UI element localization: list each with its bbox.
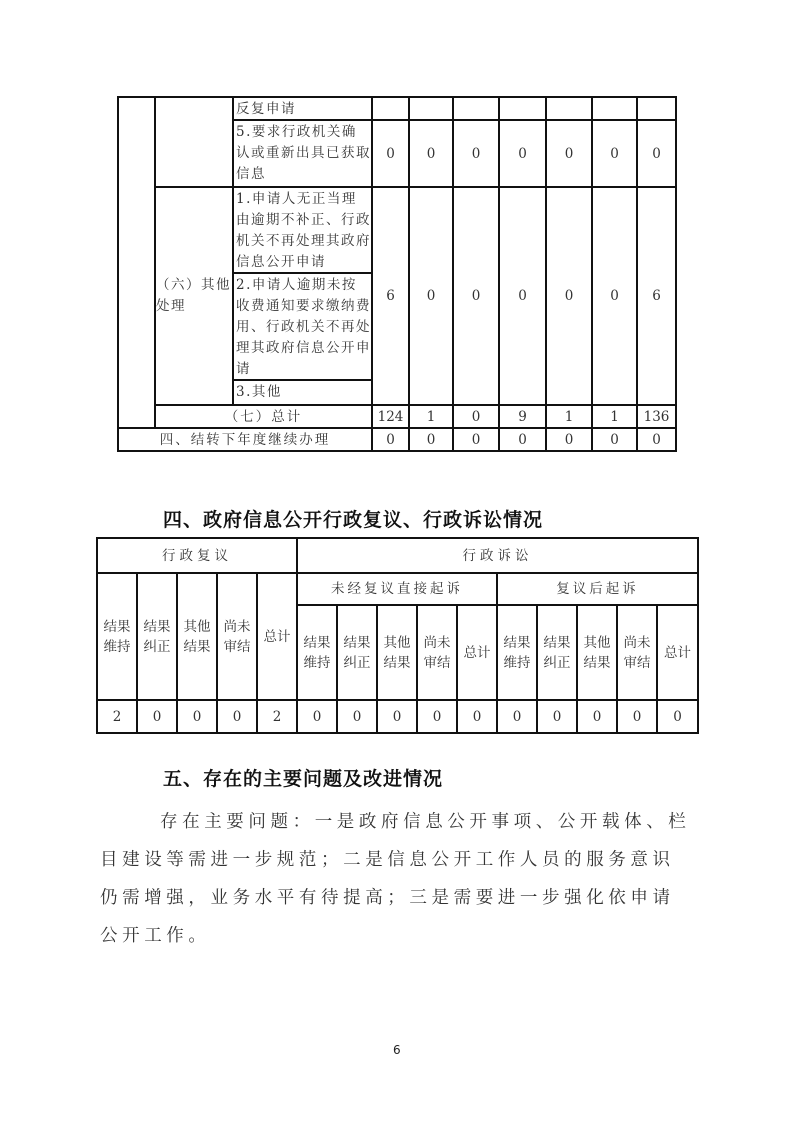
table-cell: 0 [386,145,395,162]
table-cell: 0 [386,431,395,448]
review-header: 行政复议 [162,547,232,564]
table-cell: 0 [610,431,619,448]
carryover-label: 四、结转下年度继续办理 [159,431,331,448]
total-label: （七）总计 [224,408,303,425]
column-header [538,606,576,699]
table-border [117,96,677,98]
table-cell: 1 [426,408,436,425]
column-header-text: 尚未审结 [223,618,251,655]
table-cell: 136 [643,408,670,425]
column-header-text: 结果纠正 [543,634,571,671]
column-header [578,606,616,699]
table-cell: 0 [652,145,661,162]
row-item-label: 5.要求行政机关确认或重新出具已获取信息 [236,124,371,182]
column-header-text: 结果纠正 [143,618,171,655]
paragraph-line: 公开工作。 [100,926,211,946]
table-cell: 2 [112,708,122,725]
table-cell: 1 [610,408,619,425]
row-item-label: 2.申请人逾期未按收费通知要求缴纳费用、行政机关不再处理其政府信息公开申请 [236,277,371,377]
table-cell: 9 [518,408,527,425]
column-header: 总计 [463,644,491,661]
column-header [98,574,136,699]
table-cell: 0 [592,708,602,725]
column-header [378,606,416,699]
table-cell: 0 [564,431,574,448]
column-header-text: 尚未审结 [423,634,451,671]
row-item-label: 1.申请人无正当理由逾期不补正、行政机关不再处理其政府信息公开申请 [236,191,371,270]
table-cell: 1 [564,408,574,425]
column-header-text: 结果维持 [103,618,131,655]
column-header [298,606,336,699]
table-cell: 0 [426,145,436,162]
table-cell: 0 [610,145,619,162]
column-header-text: 结果纠正 [343,634,371,671]
column-header-text: 其他结果 [183,618,211,655]
table-cell: 0 [564,145,574,162]
table-cell: 6 [652,288,661,304]
table-cell: 0 [472,708,482,725]
table-cell: 0 [564,288,574,304]
column-header-text: 结果维持 [303,634,331,671]
section-5-heading: 五、存在的主要问题及改进情况 [163,768,444,790]
after-review-header: 复议后起诉 [556,581,639,597]
table-border [697,537,699,734]
paragraph-line: 目建设等需进一步规范；二是信息公开工作人员的服务意识 [100,850,675,870]
table-cell: 0 [312,708,322,725]
table-cell: 0 [610,288,619,304]
table-border [675,96,677,452]
table-border [117,96,119,452]
paragraph-line: 仍需增强，业务水平有待提高；三是需要进一步强化依申请 [100,888,675,908]
row-item-label: 3.其他 [236,384,282,400]
table-cell: 6 [386,288,395,304]
table-cell: 0 [632,708,642,725]
table-cell: 0 [392,708,402,725]
column-header [138,574,176,699]
column-header: 总计 [664,644,691,661]
litigation-header: 行政诉讼 [462,547,533,564]
table-cell: 0 [152,708,162,725]
table-cell: 0 [192,708,202,725]
table-border [117,450,677,452]
table-border [96,732,699,734]
direct-header: 未经复议直接起诉 [331,581,463,597]
table-cell: 0 [652,431,661,448]
column-header-text: 其他结果 [583,634,611,671]
page-number: 6 [393,1043,401,1057]
table-cell: 0 [518,431,527,448]
column-header [178,574,216,699]
table-cell: 0 [232,708,242,725]
table-cell: 124 [377,408,404,425]
table-cell: 0 [471,431,481,448]
column-header [618,606,656,699]
column-header [498,606,536,699]
sub-category-label [156,188,232,404]
table-cell: 0 [512,708,522,725]
column-header-text: 尚未审结 [623,634,651,671]
table-cell: 2 [272,708,282,725]
column-header [338,606,376,699]
table-cell: 0 [471,288,481,304]
column-header: 总计 [263,628,291,645]
table-cell: 0 [552,708,562,725]
table-cell: 0 [518,288,527,304]
table-cell: 0 [471,145,481,162]
column-header-text: 结果维持 [503,634,531,671]
table-cell: 0 [426,431,436,448]
sub-category-text: （六）其他处理 [156,277,231,314]
table-cell: 0 [352,708,362,725]
column-header-text: 其他结果 [383,634,411,671]
table-cell: 0 [471,408,481,425]
paragraph-line: 存在主要问题：一是政府信息公开事项、公开载体、栏 [160,812,691,832]
column-header [418,606,456,699]
table-cell: 0 [518,145,527,162]
table-cell: 0 [673,708,682,725]
column-header [218,574,256,699]
table-cell: 0 [426,288,436,304]
table-cell: 0 [432,708,442,725]
section-4-heading: 四、政府信息公开行政复议、行政诉讼情况 [163,509,544,531]
row-item-label: 反复申请 [236,101,296,117]
